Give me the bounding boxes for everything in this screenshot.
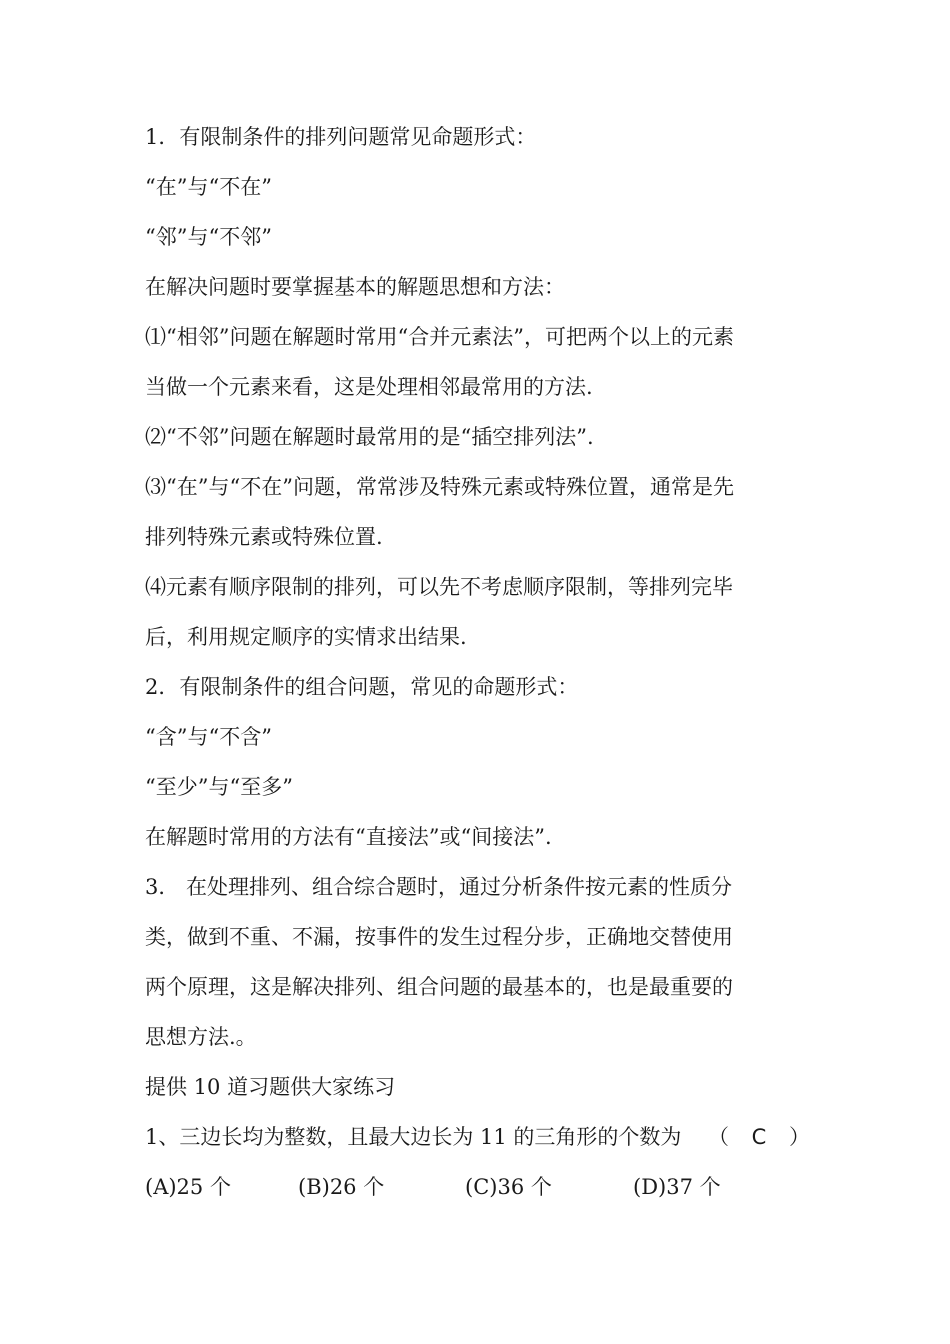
paragraph-line: ⑷元素有顺序限制的排列，可以先不考虑顺序限制，等排列完毕 <box>145 575 733 599</box>
question-stem: 1、三边长均为整数，且最大边长为 11 的三角形的个数为 <box>145 1125 682 1149</box>
section-1-heading: 1．有限制条件的排列问题常见命题形式： <box>145 125 537 149</box>
paragraph-line: 当做一个元素来看，这是处理相邻最常用的方法. <box>145 375 593 399</box>
paragraph-line: 在解题时常用的方法有“直接法”或“间接法”. <box>145 825 552 849</box>
option-a: (A)25 个 <box>145 1175 231 1199</box>
paragraph-line: “至少”与“至多” <box>145 775 293 799</box>
paren-open: （ <box>708 1125 729 1149</box>
paren-close: ） <box>789 1125 810 1149</box>
paragraph-line: ⑴“相邻”问题在解题时常用“合并元素法”，可把两个以上的元素 <box>145 325 734 349</box>
section-3-heading: 3． 在处理排列、组合综合题时，通过分析条件按元素的性质分 <box>145 875 733 899</box>
question-1 <box>145 1112 810 1162</box>
section-2-heading: 2．有限制条件的组合问题，常见的命题形式： <box>145 675 579 699</box>
paragraph-line: ⑵“不邻”问题在解题时最常用的是“插空排列法”. <box>145 425 594 449</box>
paragraph-line: “含”与“不含” <box>145 725 272 749</box>
paragraph-line: 两个原理，这是解决排列、组合问题的最基本的，也是最重要的 <box>145 975 733 999</box>
paragraph-line: 思想方法.。 <box>145 1025 257 1049</box>
paragraph-line: 后，利用规定顺序的实情求出结果. <box>145 625 467 649</box>
paragraph-line: 排列特殊元素或特殊位置. <box>145 525 383 549</box>
paragraph-line: “在”与“不在” <box>145 175 272 199</box>
paragraph-line: 在解决问题时要掌握基本的解题思想和方法： <box>145 275 565 299</box>
document-body <box>145 112 810 1212</box>
option-c: (C)36 个 <box>465 1175 552 1199</box>
answer-parentheses <box>708 1112 810 1162</box>
question-1-options <box>145 1162 810 1212</box>
paragraph-line: ⑶“在”与“不在”问题，常常涉及特殊元素或特殊位置，通常是先 <box>145 475 734 499</box>
option-b: (B)26 个 <box>298 1175 385 1199</box>
exercise-intro: 提供 10 道习题供大家练习 <box>145 1075 396 1099</box>
paragraph-line: “邻”与“不邻” <box>145 225 272 249</box>
paragraph-line: 类，做到不重、不漏，按事件的发生过程分步，正确地交替使用 <box>145 925 733 949</box>
answer-letter: C <box>751 1125 767 1149</box>
option-d: (D)37 个 <box>633 1175 721 1199</box>
